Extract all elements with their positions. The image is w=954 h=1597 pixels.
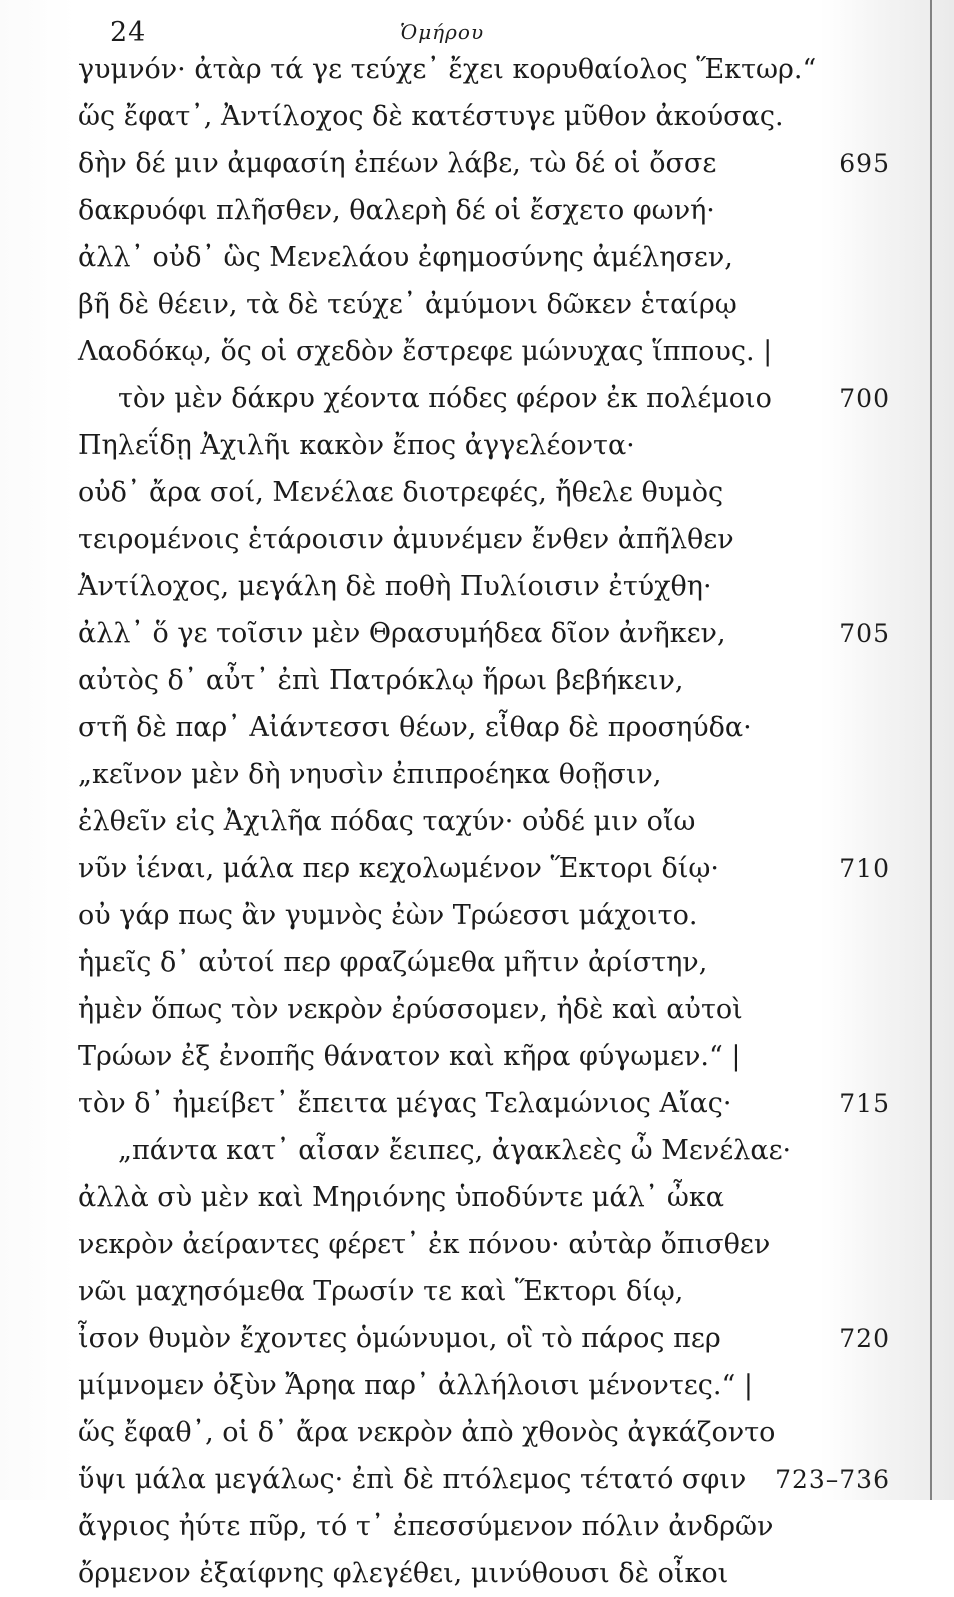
line-number: 723–736 xyxy=(775,1465,890,1494)
verse-text: δὴν δέ μιν ἀμφασίη ἐπέων λάβε, τὼ δέ οἱ ὄσσε xyxy=(78,148,717,179)
verse-line xyxy=(78,1033,888,1080)
verse-line xyxy=(78,1315,888,1362)
verse-text: μίμνομεν ὀξὺν Ἄρηα παρ᾽ ἀλλήλοισι μένοντες.“ | xyxy=(78,1370,753,1401)
verse-text: οὐδ᾽ ἄρα σοί, Μενέλαε διοτρεφές, ἤθελε θυμὸς xyxy=(78,477,724,508)
verse-text: Λαοδόκῳ, ὅς οἱ σχεδὸν ἔστρεφε μώνυχας ἵππους. | xyxy=(78,336,773,367)
verse-line xyxy=(78,657,888,704)
verse-line xyxy=(78,892,888,939)
verse-text: ἀλλ᾽ ὅ γε τοῖσιν μὲν Θρασυμήδεα δῖον ἀνῆκεν, xyxy=(78,618,726,649)
verse-text: δακρυόφι πλῆσθεν, θαλερὴ δέ οἱ ἔσχετο φωνή· xyxy=(78,195,715,226)
verse-text: ἀλλ᾽ οὐδ᾽ ὣς Μενελάου ἐφημοσύνης ἀμέλησεν, xyxy=(78,242,733,273)
verse-line xyxy=(78,798,888,845)
verse-text: νῦν ἰέναι, μάλα περ κεχολωμένον Ἕκτορι δίῳ· xyxy=(78,853,719,884)
verse-text: στῆ δὲ παρ᾽ Αἰάντεσσι θέων, εἶθαρ δὲ προσηύδα· xyxy=(78,712,752,743)
verse-text: ἐλθεῖν εἰς Ἀχιλῆα πόδας ταχύν· οὐδέ μιν οἴω xyxy=(78,806,696,837)
verse-text: νεκρὸν ἀείραντες φέρετ᾽ ἐκ πόνου· αὐτὰρ ὄπισθεν xyxy=(78,1229,771,1260)
verse-text: Τρώων ἐξ ἐνοπῆς θάνατον καὶ κῆρα φύγωμεν.“ | xyxy=(78,1041,741,1072)
verse-line xyxy=(78,281,888,328)
verse-text: βῆ δὲ θέειν, τὰ δὲ τεύχε᾽ ἀμύμονι δῶκεν ἑταίρῳ xyxy=(78,289,737,320)
verse-line xyxy=(78,1127,888,1174)
verse-block xyxy=(78,46,888,1597)
verse-line xyxy=(78,187,888,234)
verse-text: τειρομένοις ἑτάροισιν ἀμυνέμεν ἔνθεν ἀπῆλθεν xyxy=(78,524,734,555)
verse-line xyxy=(78,939,888,986)
line-number: 705 xyxy=(839,619,890,648)
verse-text: ἶσον θυμὸν ἔχοντες ὁμώνυμοι, οἳ τὸ πάρος περ xyxy=(78,1323,721,1354)
verse-line xyxy=(78,610,888,657)
verse-line xyxy=(78,93,888,140)
verse-line xyxy=(78,328,888,375)
verse-text: νῶι μαχησόμεθα Τρωσίν τε καὶ Ἕκτορι δίῳ, xyxy=(78,1276,684,1307)
verse-line xyxy=(78,234,888,281)
verse-line xyxy=(78,1409,888,1456)
verse-line xyxy=(78,1550,888,1597)
verse-text: Πηλεΐδῃ Ἀχιλῆι κακὸν ἔπος ἀγγελέοντα· xyxy=(78,430,635,461)
verse-text: „πάντα κατ᾽ αἶσαν ἔειπες, ἀγακλεὲς ὦ Μενέλαε· xyxy=(118,1135,792,1166)
verse-text: ὥς ἔφατ᾽, Ἀντίλοχος δὲ κατέστυγε μῦθον ἀκούσας. xyxy=(78,101,784,132)
line-number: 715 xyxy=(839,1089,890,1118)
verse-line xyxy=(78,422,888,469)
verse-line xyxy=(78,563,888,610)
verse-text: ἡμεῖς δ᾽ αὐτοί περ φραζώμεθα μῆτιν ἀρίστην, xyxy=(78,947,708,978)
verse-text: ὕψι μάλα μεγάλως· ἐπὶ δὲ πτόλεμος τέτατό σφιν xyxy=(78,1464,747,1495)
verse-line xyxy=(78,1174,888,1221)
verse-line xyxy=(78,751,888,798)
verse-line xyxy=(78,140,888,187)
verse-text: οὐ γάρ πως ἂν γυμνὸς ἐὼν Τρώεσσι μάχοιτο. xyxy=(78,900,698,931)
line-number: 720 xyxy=(839,1324,890,1353)
line-number: 710 xyxy=(839,854,890,883)
verse-text: ἀλλὰ σὺ μὲν καὶ Μηριόνης ὑποδύντε μάλ᾽ ὦκα xyxy=(78,1182,724,1213)
verse-line xyxy=(78,1221,888,1268)
verse-text: ὄρμενον ἐξαίφνης φλεγέθει, μινύθουσι δὲ οἶκοι xyxy=(78,1558,729,1589)
verse-line xyxy=(78,1362,888,1409)
verse-line xyxy=(78,986,888,1033)
line-number: 700 xyxy=(839,384,890,413)
verse-text: „κεῖνον μὲν δὴ νηυσὶν ἐπιπροέηκα θοῇσιν, xyxy=(78,759,662,790)
verse-text: Ἀντίλοχος, μεγάλη δὲ ποθὴ Πυλίοισιν ἐτύχθη· xyxy=(78,571,712,602)
verse-line xyxy=(78,46,888,93)
verse-text: ὥς ἔφαθ᾽, οἱ δ᾽ ἄρα νεκρὸν ἀπὸ χθονὸς ἀγκάζοντο xyxy=(78,1417,776,1448)
page-number: 24 xyxy=(110,17,147,48)
verse-line xyxy=(78,1268,888,1315)
verse-text: ἠμὲν ὅπως τὸν νεκρὸν ἐρύσσομεν, ἠδὲ καὶ αὐτοὶ xyxy=(78,994,743,1025)
verse-line xyxy=(78,704,888,751)
verse-line xyxy=(78,845,888,892)
page-edge-rule xyxy=(930,0,932,1500)
verse-line xyxy=(78,1456,888,1503)
verse-text: τὸν δ᾽ ἠμείβετ᾽ ἔπειτα μέγας Τελαμώνιος Αἴας· xyxy=(78,1088,732,1119)
running-head: Ὁμήρου xyxy=(400,20,485,44)
verse-line xyxy=(78,375,888,422)
line-number: 695 xyxy=(839,149,890,178)
verse-line xyxy=(78,469,888,516)
verse-text: αὐτὸς δ᾽ αὖτ᾽ ἐπὶ Πατρόκλῳ ἥρωι βεβήκειν, xyxy=(78,665,684,696)
verse-line xyxy=(78,516,888,563)
verse-text: τὸν μὲν δάκρυ χέοντα πόδες φέρον ἐκ πολέμοιο xyxy=(118,383,772,414)
verse-line xyxy=(78,1503,888,1550)
verse-text: ἄγριος ἠύτε πῦρ, τό τ᾽ ἐπεσσύμενον πόλιν ἀνδρῶν xyxy=(78,1511,774,1542)
verse-line xyxy=(78,1080,888,1127)
verse-text: γυμνόν· ἀτὰρ τά γε τεύχε᾽ ἔχει κορυθαίολος Ἕκτωρ.“ xyxy=(78,54,817,85)
